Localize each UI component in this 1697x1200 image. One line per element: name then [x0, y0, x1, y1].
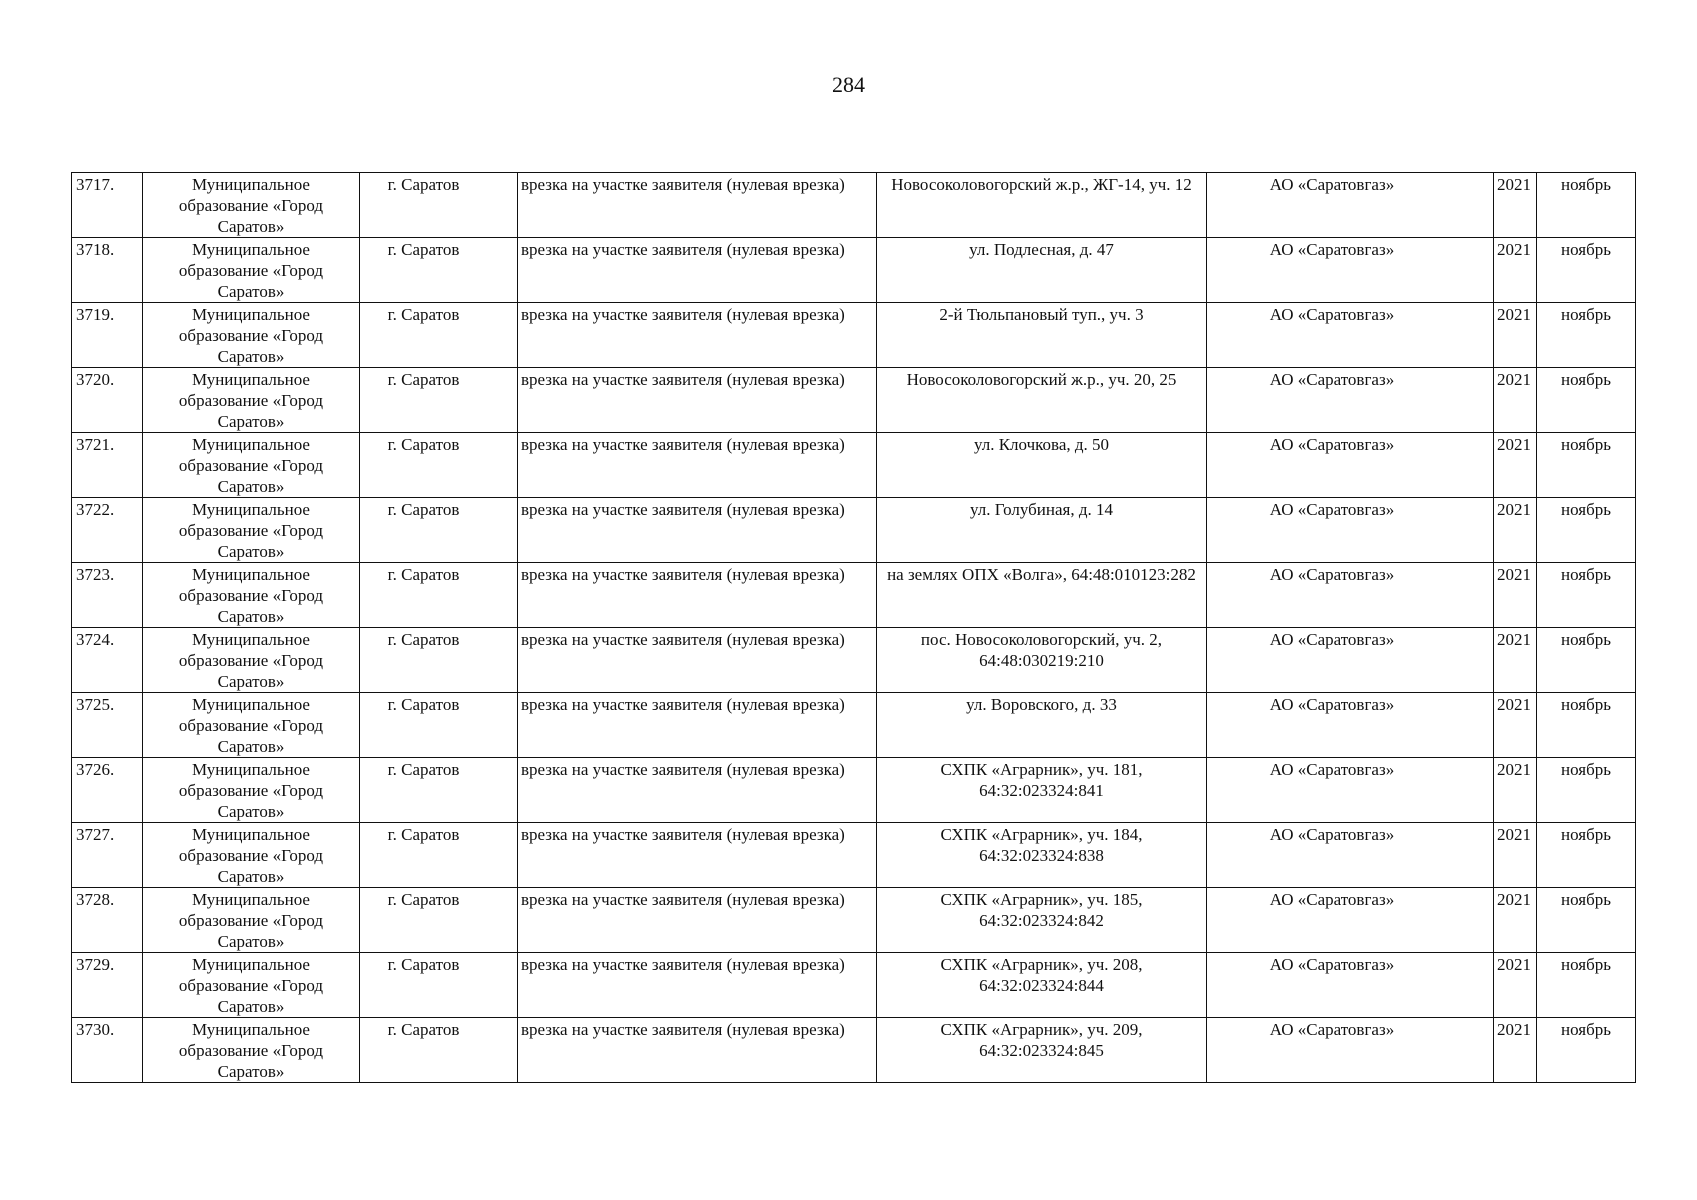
- city-cell: г. Саратов: [360, 498, 518, 563]
- work-type-cell: врезка на участке заявителя (нулевая врезка): [518, 368, 877, 433]
- row-number-cell: 3722.: [72, 498, 143, 563]
- municipality-cell: Муниципальное образование «Город Саратов»: [143, 693, 360, 758]
- organization-cell: АО «Саратовгаз»: [1207, 758, 1494, 823]
- address-cell: СХПК «Аграрник», уч. 209, 64:32:023324:845: [877, 1018, 1207, 1083]
- year-cell: 2021: [1494, 498, 1537, 563]
- municipality-cell: Муниципальное образование «Город Саратов»: [143, 758, 360, 823]
- table-row: [72, 888, 1636, 953]
- year-cell: 2021: [1494, 953, 1537, 1018]
- address-cell: пос. Новосоколовогорский, уч. 2, 64:48:030219:210: [877, 628, 1207, 693]
- work-type-cell: врезка на участке заявителя (нулевая врезка): [518, 758, 877, 823]
- year-cell: 2021: [1494, 693, 1537, 758]
- month-cell: ноябрь: [1537, 368, 1636, 433]
- table-row: [72, 563, 1636, 628]
- city-cell: г. Саратов: [360, 303, 518, 368]
- month-cell: ноябрь: [1537, 888, 1636, 953]
- address-cell: СХПК «Аграрник», уч. 184, 64:32:023324:838: [877, 823, 1207, 888]
- city-cell: г. Саратов: [360, 1018, 518, 1083]
- row-number-cell: 3717.: [72, 173, 143, 238]
- month-cell: ноябрь: [1537, 693, 1636, 758]
- organization-cell: АО «Саратовгаз»: [1207, 238, 1494, 303]
- table-row: [72, 368, 1636, 433]
- address-cell: СХПК «Аграрник», уч. 185, 64:32:023324:842: [877, 888, 1207, 953]
- city-cell: г. Саратов: [360, 563, 518, 628]
- city-cell: г. Саратов: [360, 368, 518, 433]
- municipality-cell: Муниципальное образование «Город Саратов»: [143, 953, 360, 1018]
- table-row: [72, 433, 1636, 498]
- work-type-cell: врезка на участке заявителя (нулевая врезка): [518, 498, 877, 563]
- year-cell: 2021: [1494, 238, 1537, 303]
- table-row: [72, 498, 1636, 563]
- year-cell: 2021: [1494, 758, 1537, 823]
- organization-cell: АО «Саратовгаз»: [1207, 563, 1494, 628]
- year-cell: 2021: [1494, 888, 1537, 953]
- table-row: [72, 628, 1636, 693]
- work-type-cell: врезка на участке заявителя (нулевая врезка): [518, 303, 877, 368]
- municipality-cell: Муниципальное образование «Город Саратов»: [143, 1018, 360, 1083]
- month-cell: ноябрь: [1537, 823, 1636, 888]
- year-cell: 2021: [1494, 823, 1537, 888]
- row-number-cell: 3720.: [72, 368, 143, 433]
- row-number-cell: 3721.: [72, 433, 143, 498]
- city-cell: г. Саратов: [360, 888, 518, 953]
- organization-cell: АО «Саратовгаз»: [1207, 173, 1494, 238]
- city-cell: г. Саратов: [360, 433, 518, 498]
- work-type-cell: врезка на участке заявителя (нулевая врезка): [518, 693, 877, 758]
- table-row: [72, 693, 1636, 758]
- municipality-cell: Муниципальное образование «Город Саратов»: [143, 173, 360, 238]
- work-type-cell: врезка на участке заявителя (нулевая врезка): [518, 628, 877, 693]
- municipality-cell: Муниципальное образование «Город Саратов»: [143, 498, 360, 563]
- year-cell: 2021: [1494, 433, 1537, 498]
- city-cell: г. Саратов: [360, 238, 518, 303]
- municipality-cell: Муниципальное образование «Город Саратов»: [143, 238, 360, 303]
- municipality-cell: Муниципальное образование «Город Саратов»: [143, 823, 360, 888]
- row-number-cell: 3725.: [72, 693, 143, 758]
- address-cell: ул. Голубиная, д. 14: [877, 498, 1207, 563]
- table-row: [72, 303, 1636, 368]
- municipality-cell: Муниципальное образование «Город Саратов»: [143, 628, 360, 693]
- table-row: [72, 173, 1636, 238]
- table-row: [72, 238, 1636, 303]
- work-type-cell: врезка на участке заявителя (нулевая врезка): [518, 433, 877, 498]
- table-row: [72, 1018, 1636, 1083]
- row-number-cell: 3723.: [72, 563, 143, 628]
- organization-cell: АО «Саратовгаз»: [1207, 303, 1494, 368]
- organization-cell: АО «Саратовгаз»: [1207, 953, 1494, 1018]
- work-type-cell: врезка на участке заявителя (нулевая врезка): [518, 238, 877, 303]
- year-cell: 2021: [1494, 173, 1537, 238]
- month-cell: ноябрь: [1537, 628, 1636, 693]
- city-cell: г. Саратов: [360, 758, 518, 823]
- address-cell: СХПК «Аграрник», уч. 181, 64:32:023324:841: [877, 758, 1207, 823]
- work-type-cell: врезка на участке заявителя (нулевая врезка): [518, 823, 877, 888]
- city-cell: г. Саратов: [360, 173, 518, 238]
- month-cell: ноябрь: [1537, 498, 1636, 563]
- organization-cell: АО «Саратовгаз»: [1207, 498, 1494, 563]
- city-cell: г. Саратов: [360, 628, 518, 693]
- row-number-cell: 3724.: [72, 628, 143, 693]
- city-cell: г. Саратов: [360, 953, 518, 1018]
- address-cell: СХПК «Аграрник», уч. 208, 64:32:023324:844: [877, 953, 1207, 1018]
- month-cell: ноябрь: [1537, 758, 1636, 823]
- municipality-cell: Муниципальное образование «Город Саратов»: [143, 563, 360, 628]
- address-cell: Новосоколовогорский ж.р., уч. 20, 25: [877, 368, 1207, 433]
- municipality-cell: Муниципальное образование «Город Саратов»: [143, 303, 360, 368]
- address-cell: Новосоколовогорский ж.р., ЖГ-14, уч. 12: [877, 173, 1207, 238]
- year-cell: 2021: [1494, 303, 1537, 368]
- row-number-cell: 3719.: [72, 303, 143, 368]
- table-row: [72, 823, 1636, 888]
- organization-cell: АО «Саратовгаз»: [1207, 888, 1494, 953]
- year-cell: 2021: [1494, 563, 1537, 628]
- organization-cell: АО «Саратовгаз»: [1207, 1018, 1494, 1083]
- month-cell: ноябрь: [1537, 173, 1636, 238]
- month-cell: ноябрь: [1537, 303, 1636, 368]
- work-type-cell: врезка на участке заявителя (нулевая врезка): [518, 1018, 877, 1083]
- organization-cell: АО «Саратовгаз»: [1207, 823, 1494, 888]
- row-number-cell: 3727.: [72, 823, 143, 888]
- row-number-cell: 3726.: [72, 758, 143, 823]
- page-number: 284: [832, 72, 865, 97]
- organization-cell: АО «Саратовгаз»: [1207, 628, 1494, 693]
- row-number-cell: 3728.: [72, 888, 143, 953]
- month-cell: ноябрь: [1537, 1018, 1636, 1083]
- city-cell: г. Саратов: [360, 823, 518, 888]
- month-cell: ноябрь: [1537, 563, 1636, 628]
- work-type-cell: врезка на участке заявителя (нулевая врезка): [518, 173, 877, 238]
- row-number-cell: 3718.: [72, 238, 143, 303]
- address-cell: ул. Подлесная, д. 47: [877, 238, 1207, 303]
- year-cell: 2021: [1494, 368, 1537, 433]
- year-cell: 2021: [1494, 628, 1537, 693]
- municipality-cell: Муниципальное образование «Город Саратов»: [143, 433, 360, 498]
- organization-cell: АО «Саратовгаз»: [1207, 433, 1494, 498]
- row-number-cell: 3730.: [72, 1018, 143, 1083]
- table-body: [72, 173, 1636, 1083]
- gas-connection-table: [71, 172, 1636, 1083]
- address-cell: ул. Клочкова, д. 50: [877, 433, 1207, 498]
- work-type-cell: врезка на участке заявителя (нулевая врезка): [518, 563, 877, 628]
- year-cell: 2021: [1494, 1018, 1537, 1083]
- municipality-cell: Муниципальное образование «Город Саратов»: [143, 888, 360, 953]
- month-cell: ноябрь: [1537, 433, 1636, 498]
- address-cell: 2-й Тюльпановый туп., уч. 3: [877, 303, 1207, 368]
- month-cell: ноябрь: [1537, 238, 1636, 303]
- month-cell: ноябрь: [1537, 953, 1636, 1018]
- row-number-cell: 3729.: [72, 953, 143, 1018]
- table-row: [72, 758, 1636, 823]
- address-cell: на землях ОПХ «Волга», 64:48:010123:282: [877, 563, 1207, 628]
- municipality-cell: Муниципальное образование «Город Саратов»: [143, 368, 360, 433]
- organization-cell: АО «Саратовгаз»: [1207, 368, 1494, 433]
- organization-cell: АО «Саратовгаз»: [1207, 693, 1494, 758]
- address-cell: ул. Воровского, д. 33: [877, 693, 1207, 758]
- work-type-cell: врезка на участке заявителя (нулевая врезка): [518, 953, 877, 1018]
- city-cell: г. Саратов: [360, 693, 518, 758]
- table-row: [72, 953, 1636, 1018]
- work-type-cell: врезка на участке заявителя (нулевая врезка): [518, 888, 877, 953]
